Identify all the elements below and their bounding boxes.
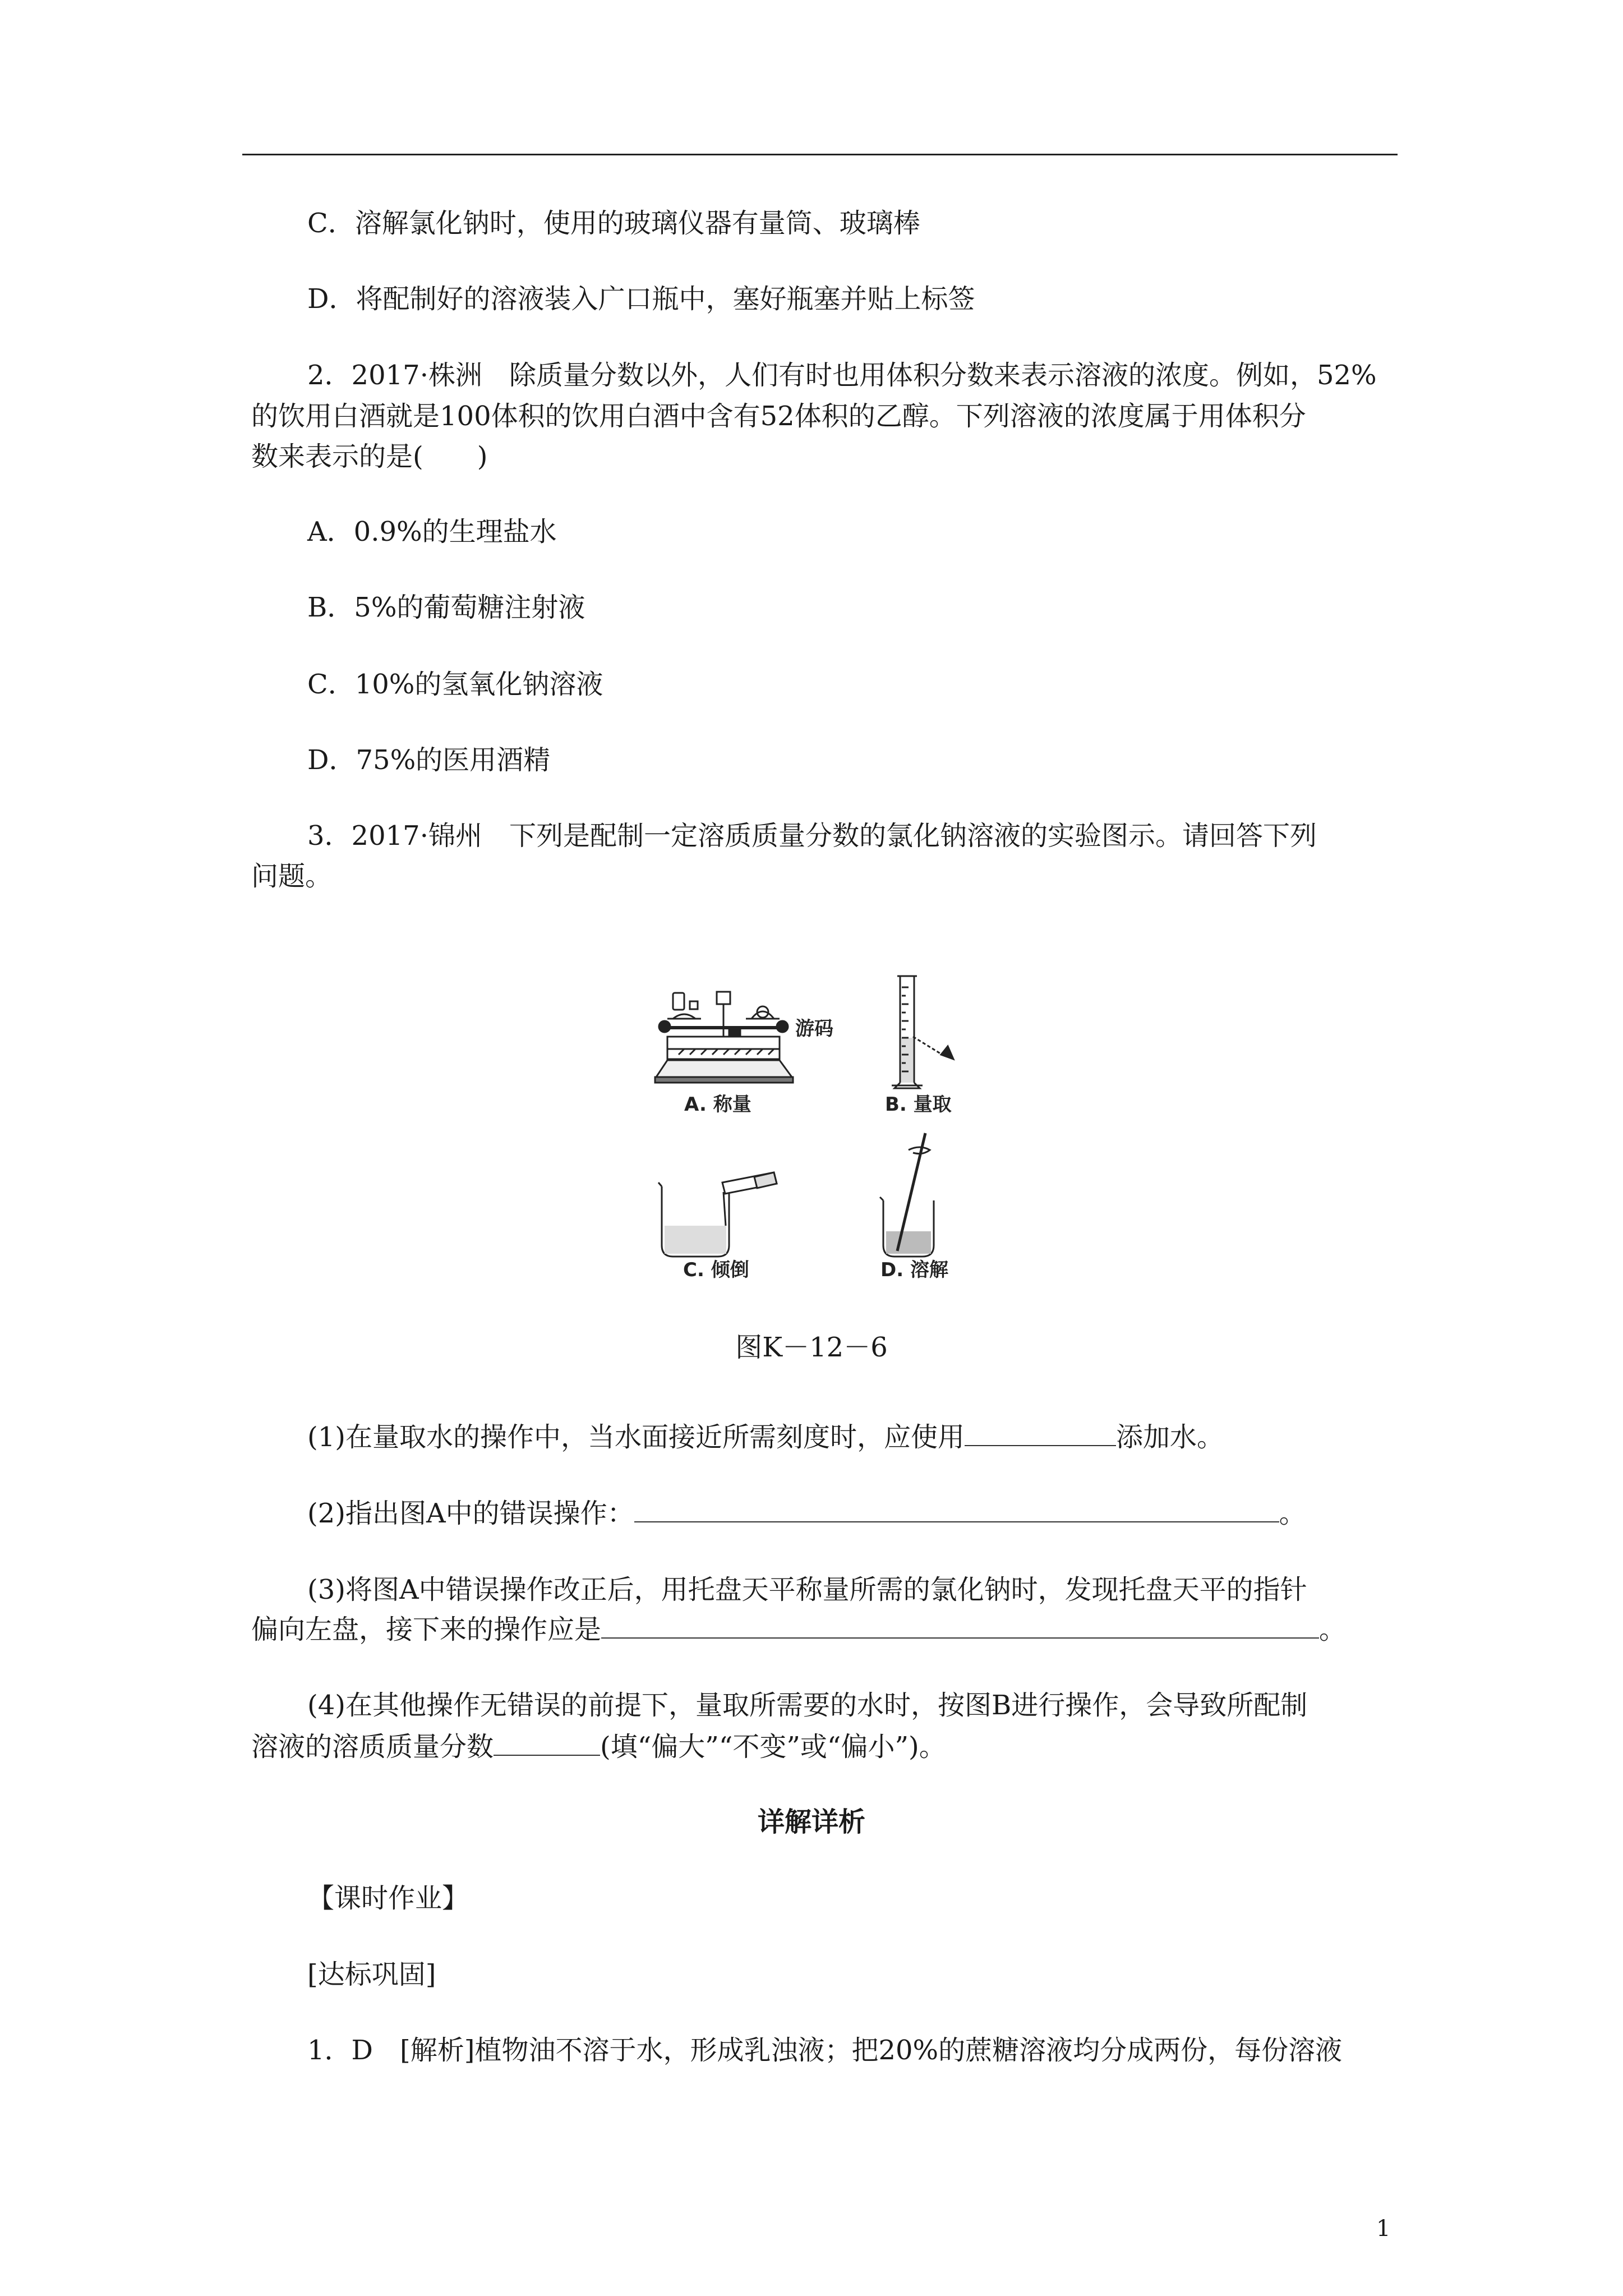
section-consolidation: [达标巩固] xyxy=(307,1959,436,1990)
answer-blank xyxy=(965,1423,1116,1446)
experiment-figure xyxy=(645,970,981,1296)
cylinder-illustration xyxy=(892,976,953,1088)
figure-caption: 图K－12－6 xyxy=(735,1332,888,1363)
header-rule xyxy=(242,154,1398,155)
answer-blank xyxy=(601,1615,1319,1639)
question-3-line1: 3．2017·锦州 下列是配制一定溶质质量分数的氯化钠溶液的实验图示。请回答下列 xyxy=(307,820,1317,852)
pouring-illustration xyxy=(658,1172,777,1257)
label-c-pouring: C. 倾倒 xyxy=(683,1259,749,1281)
option-c: C．10%的氢氧化钠溶液 xyxy=(307,669,603,700)
rider-label: 游码 xyxy=(795,1018,833,1040)
sub-question-1: (1)在量取水的操作中，当水面接近所需刻度时，应使用 添加水。 xyxy=(307,1421,1224,1453)
dissolving-illustration xyxy=(880,1133,934,1257)
sub-question-3-line1: (3)将图A中错误操作改正后，用托盘天平称量所需的氯化钠时，发现托盘天平的指针 xyxy=(307,1574,1307,1605)
option-d: D．75%的医用酒精 xyxy=(307,744,551,776)
balance-illustration xyxy=(655,992,793,1083)
option-c-prev: C．溶解氯化钠时，使用的玻璃仪器有量筒、玻璃棒 xyxy=(307,208,920,239)
answer-blank xyxy=(494,1732,600,1756)
answer-blank xyxy=(634,1499,1279,1522)
sub-question-4-line2: 溶液的溶质质量分数 (填“偏大”“不变”或“偏小”)。 xyxy=(251,1731,946,1763)
answers-heading: 详解详析 xyxy=(757,1806,865,1838)
sub-question-4-line1: (4)在其他操作无错误的前提下，量取所需要的水时，按图B进行操作，会导致所配制 xyxy=(307,1690,1308,1721)
sub-question-2: (2)指出图A中的错误操作： 。 xyxy=(307,1498,1306,1529)
label-d-dissolving: D. 溶解 xyxy=(880,1259,948,1281)
question-2-line3: 数来表示的是( ) xyxy=(251,441,488,472)
option-a: A．0.9%的生理盐水 xyxy=(307,516,557,547)
section-homework: 【课时作业】 xyxy=(307,1883,469,1914)
question-2-line2: 的饮用白酒就是100体积的饮用白酒中含有52体积的乙醇。下列溶液的浓度属于用体积分 xyxy=(251,401,1306,432)
answer-1: 1．D [解析]植物油不溶于水，形成乳浊液；把20%的蔗糖溶液均分成两份，每份溶液 xyxy=(307,2035,1343,2066)
page-number: 1 xyxy=(1376,2216,1391,2242)
question-3-line2: 问题。 xyxy=(251,861,333,892)
question-2-line1: 2．2017·株洲 除质量分数以外，人们有时也用体积分数来表示溶液的浓度。例如，52% xyxy=(307,360,1377,391)
option-d-prev: D．将配制好的溶液装入广口瓶中，塞好瓶塞并贴上标签 xyxy=(307,283,975,315)
sub-question-3-line2: 偏向左盘，接下来的操作应是 。 xyxy=(251,1614,1347,1645)
label-a-weighing: A. 称量 xyxy=(684,1093,751,1116)
option-b: B．5%的葡萄糖注射液 xyxy=(307,592,585,623)
label-b-measuring: B. 量取 xyxy=(885,1093,952,1116)
